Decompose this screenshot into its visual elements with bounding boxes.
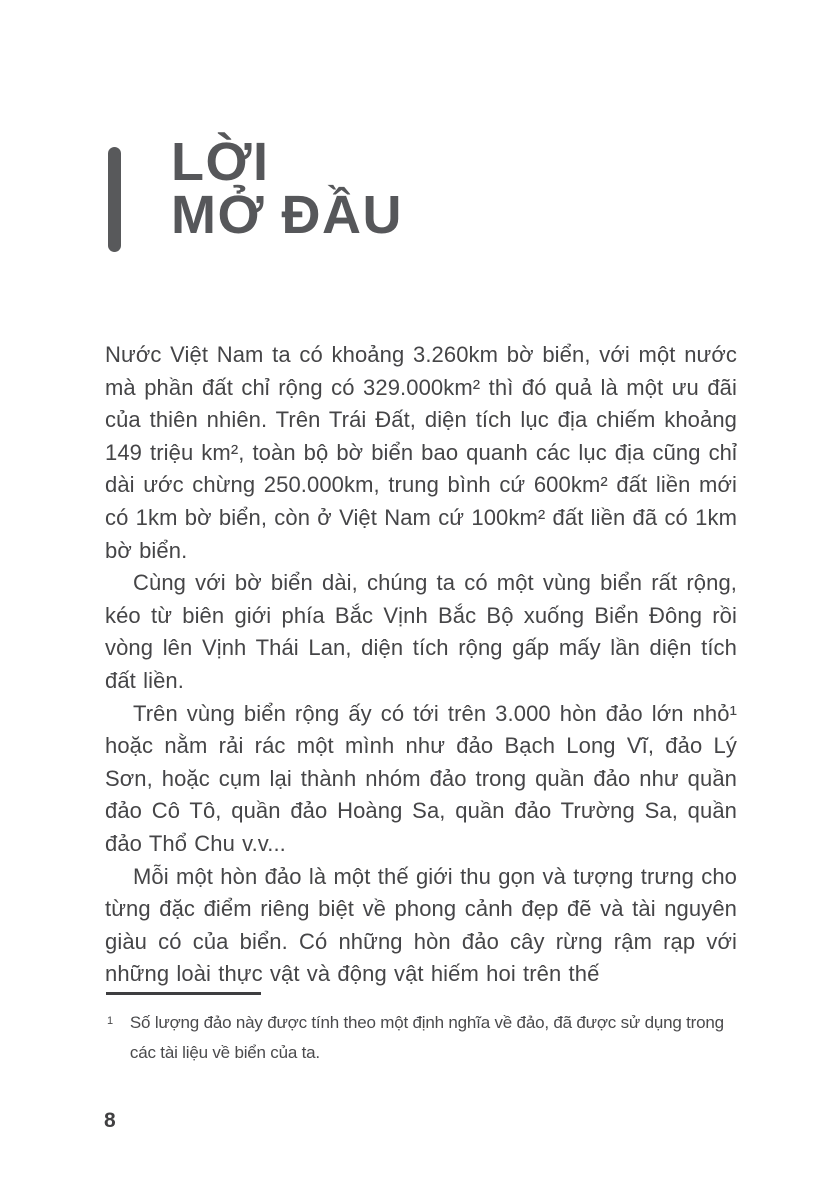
page-number: 8 (104, 1109, 116, 1132)
footnote (107, 1008, 739, 1068)
page-title-line-2: MỞ ĐẦU (171, 185, 404, 245)
footnote-divider (106, 992, 261, 995)
page-title (171, 132, 404, 245)
footnote-marker: 1 (107, 1015, 113, 1027)
paragraph-4: Mỗi một hòn đảo là một thế giới thu gọn và tượng trưng cho từng đặc điểm riêng biệt về phong cảnh đẹp đẽ và tài nguyên giàu có của biển. Có những hòn đảo cây rừng rậm rạp với những loài thực vật và động vật hiếm hoi trên thế (105, 863, 737, 987)
title-accent-bar (108, 147, 121, 252)
page-title-line-1: LỜI (171, 132, 270, 192)
body-text (105, 339, 737, 991)
footnote-text: Số lượng đảo này được tính theo một định nghĩa về đảo, đã được sử dụng trong các tài liệu về biển của ta. (129, 1013, 724, 1062)
paragraph-3: Trên vùng biển rộng ấy có tới trên 3.000 hòn đảo lớn nhỏ¹ hoặc nằm rải rác một mình như đảo Bạch Long Vĩ, đảo Lý Sơn, hoặc cụm lại thành nhóm đảo trong quần đảo như quần đảo Cô Tô, quần đảo Hoàng Sa, quần đảo Trường Sa, quần đảo Thổ Chu v.v... (105, 700, 737, 856)
paragraph-1: Nước Việt Nam ta có khoảng 3.260km bờ biển, với một nước mà phần đất chỉ rộng có 329.000km² thì đó quả là một ưu đãi của thiên nhiên. Trên Trái Đất, diện tích lục địa chiếm khoảng 149 triệu km², toàn bộ bờ biển bao quanh các lục địa cũng chỉ dài ước chừng 250.000km, trung bình cứ 600km² đất liền mới có 1km bờ biển, còn ở Việt Nam cứ 100km² đất liền đã có 1km bờ biển. (105, 342, 737, 563)
paragraph-2: Cùng với bờ biển dài, chúng ta có một vùng biển rất rộng, kéo từ biên giới phía Bắc Vịnh Bắc Bộ xuống Biển Đông rồi vòng lên Vịnh Thái Lan, diện tích rộng gấp mấy lần diện tích đất liền. (105, 570, 737, 693)
